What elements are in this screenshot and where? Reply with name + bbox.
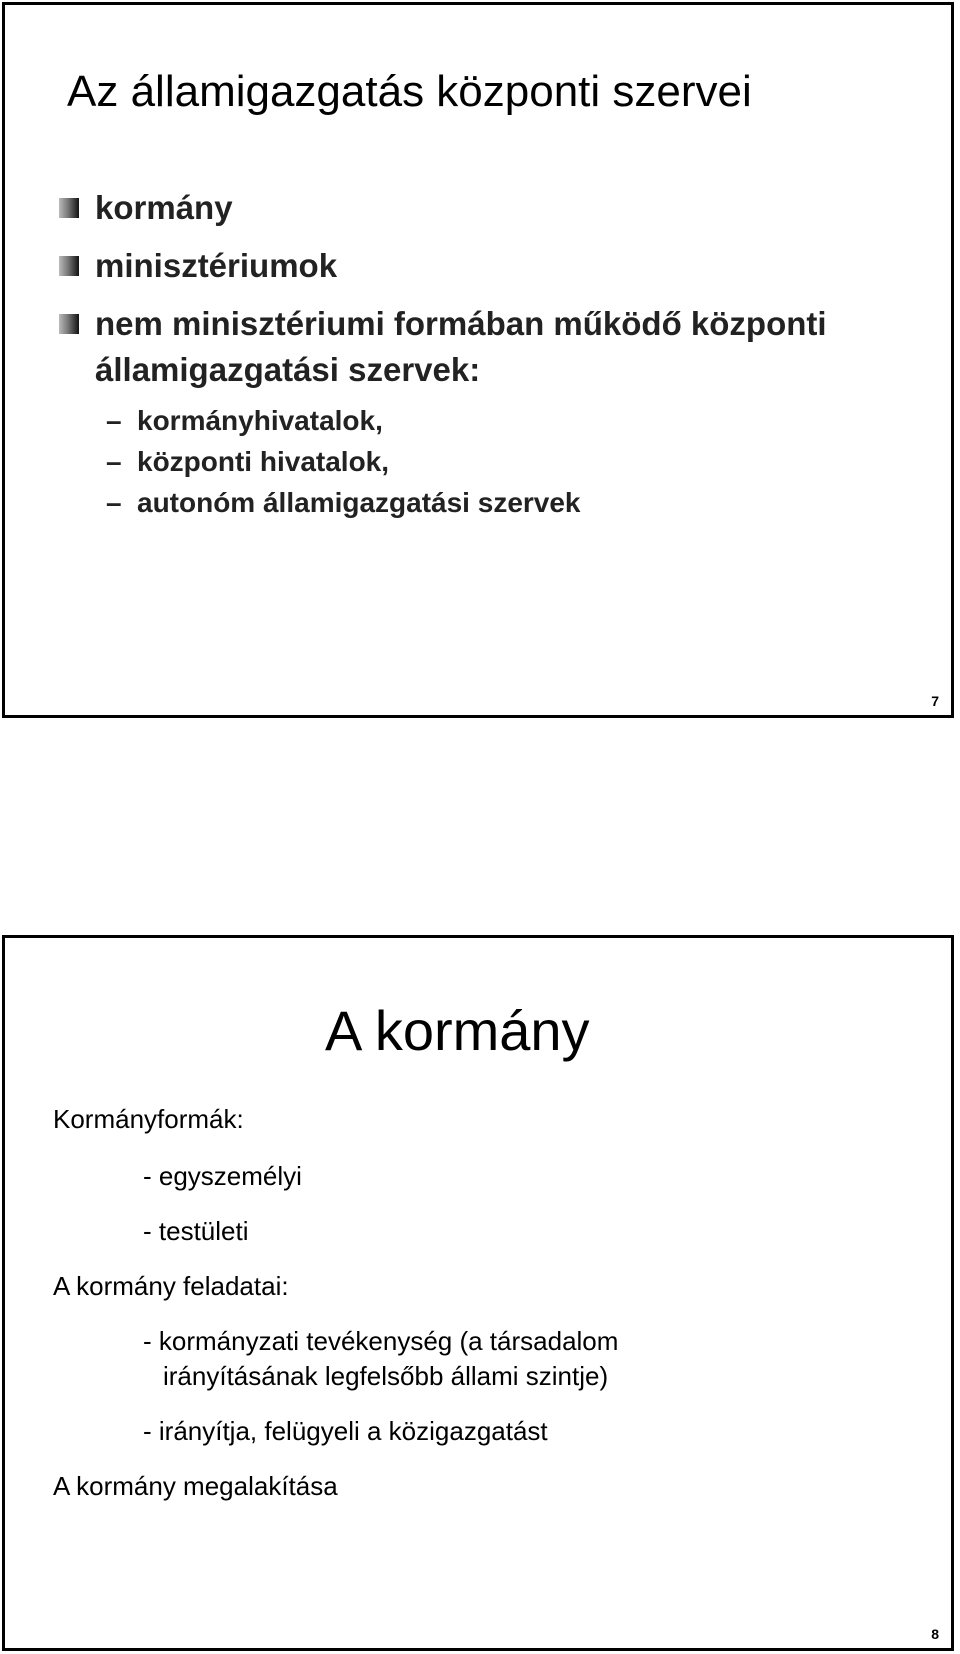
sub-item	[57, 483, 937, 522]
page-number: 8	[931, 1626, 939, 1642]
list-item: - kormányzati tevékenység (a társadalom	[143, 1326, 619, 1356]
bullet-text: kormány	[95, 189, 233, 226]
bullet-item	[57, 243, 937, 289]
section-heading: A kormány megalakítása	[53, 1471, 338, 1501]
slide-title: A kormány	[325, 999, 590, 1062]
sub-item	[57, 401, 937, 440]
square-bullet-icon	[59, 256, 79, 276]
sub-item	[57, 442, 937, 481]
sub-item-text: autonóm államigazgatási szervek	[137, 487, 581, 518]
slide-title: Az államigazgatás központi szervei	[67, 67, 752, 116]
sub-item-text: kormányhivatalok,	[137, 405, 383, 436]
section-heading: Kormányformák:	[53, 1104, 244, 1134]
section-heading: A kormány feladatai:	[53, 1271, 289, 1301]
sub-item-text: központi hivatalok,	[137, 446, 390, 477]
page-number: 7	[931, 693, 939, 709]
slide-7	[2, 2, 954, 718]
square-bullet-icon	[59, 314, 79, 334]
sub-bullet-list	[57, 401, 937, 522]
list-item: - irányítja, felügyeli a közigazgatást	[143, 1416, 548, 1446]
bullet-text: nem minisztériumi formában működő központi államigazgatási szervek:	[95, 305, 827, 388]
bullet-text: minisztériumok	[95, 247, 338, 284]
dash-bullet-icon: –	[106, 487, 122, 518]
dash-bullet-icon: –	[106, 405, 122, 436]
list-item: - egyszemélyi	[143, 1161, 302, 1191]
bullet-list	[57, 185, 937, 524]
list-item-continuation: irányításának legfelsőbb állami szintje)	[163, 1361, 609, 1391]
dash-bullet-icon: –	[106, 446, 122, 477]
bullet-item	[57, 301, 937, 393]
bullet-item	[57, 185, 937, 231]
list-item: - testületi	[143, 1216, 249, 1246]
square-bullet-icon	[59, 198, 79, 218]
slide-8	[2, 935, 954, 1651]
